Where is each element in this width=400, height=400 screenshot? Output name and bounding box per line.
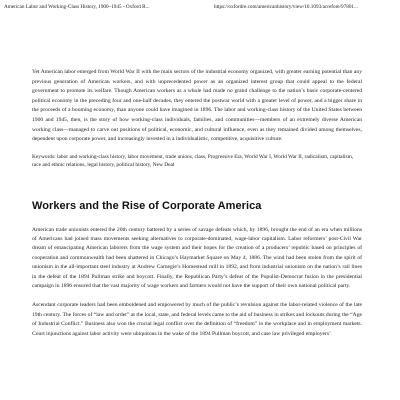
section-heading: Workers and the Rise of Corporate America <box>32 199 262 212</box>
browser-header <box>0 0 400 14</box>
keywords-label: Keywords: <box>32 153 56 160</box>
body-paragraph: American trade unionists entered the 20th century battered by a series of savage defeats which, by 1896, brought the end of an era when millions of Americans had joined mass movements seeking alternatives to corporate-dominated, wage-labor capitalism. Labor reformers’ post-Civil War dream of emancipating American laborers from the wage system and their hopes for the creation of a producers’ republic based on principles of cooperation and commonwealth had been shattered in Chicago’s Haymarket Square on May 4, 1886. The wind had been stolen from the spirit of unionism in the all-important steel industry at Andrew Carnegie’s Homestead mill in 1892, and from industrial unionism on the nation’s rail lines in the defeat of the 1894 Pullman strike and boycott. Finally, the Republican Party’s defeat of the Populist-Democrat fusion in the presidential campaign in 1896 ensured that the vast majority of wage workers and farmers would not have the support of their own national political party. <box>32 226 362 289</box>
article-content <box>32 68 362 349</box>
body-paragraph: Ascendant corporate leaders had been emboldened and empowered by much of the public’s revulsion against the labor-related violence of the late 19th century. The forces of “law and order” at the local, state, and federal levels came to the aid of business in strikes and lockouts during the “Age of Industrial Conflict.” Business also won the crucial legal conflict over the definition of “freedom” in the workplace and in employment markets. Court injunctions against labor activity were ubiquitous in the wake of the 1894 Pullman boycott, and case law privileged employers’ <box>32 302 362 337</box>
keywords <box>32 153 362 170</box>
abstract-paragraph: Yet American labor emerged from World War II with the main sectors of the industrial economy organized, with greater earning potential than any previous generation of American workers, and with unprecedented power as an organized interest group that could appeal to the federal government to promote its welfare. Though American workers as a whole had made no grand challenge to the nation’s basic corporate-centered political economy in the preceding four and one-half decades, they entered the postwar world with a greater level of power, and a bigger share in the proceeds of a booming economy, than anyone could have imagined in 1896. The labor and working-class history of the United States between 1900 and 1945, then, is the story of how working-class individuals, families, and communities—members of an extremely diverse American working class—managed to carve out positions of political, economic, and cultural influence, even as they remained divided among themselves, dependent upon corporate power, and increasingly invested in a individualistic, competitive, acquisitive culture. <box>32 69 362 143</box>
page-title: American Labor and Working-Class History, 1900–1945 - Oxford R... <box>4 4 150 10</box>
page-url[interactable]: https://oxfordre.com/americanhistory/view/10.1093/acrefore/97801... <box>214 4 358 10</box>
keywords-text: labor and working-class history, labor movement, trade unions, class, Progressive Era, World War I, World War II, radicalism, capitalism, race and ethnic relations, legal history, political history, New Deal <box>32 153 354 169</box>
